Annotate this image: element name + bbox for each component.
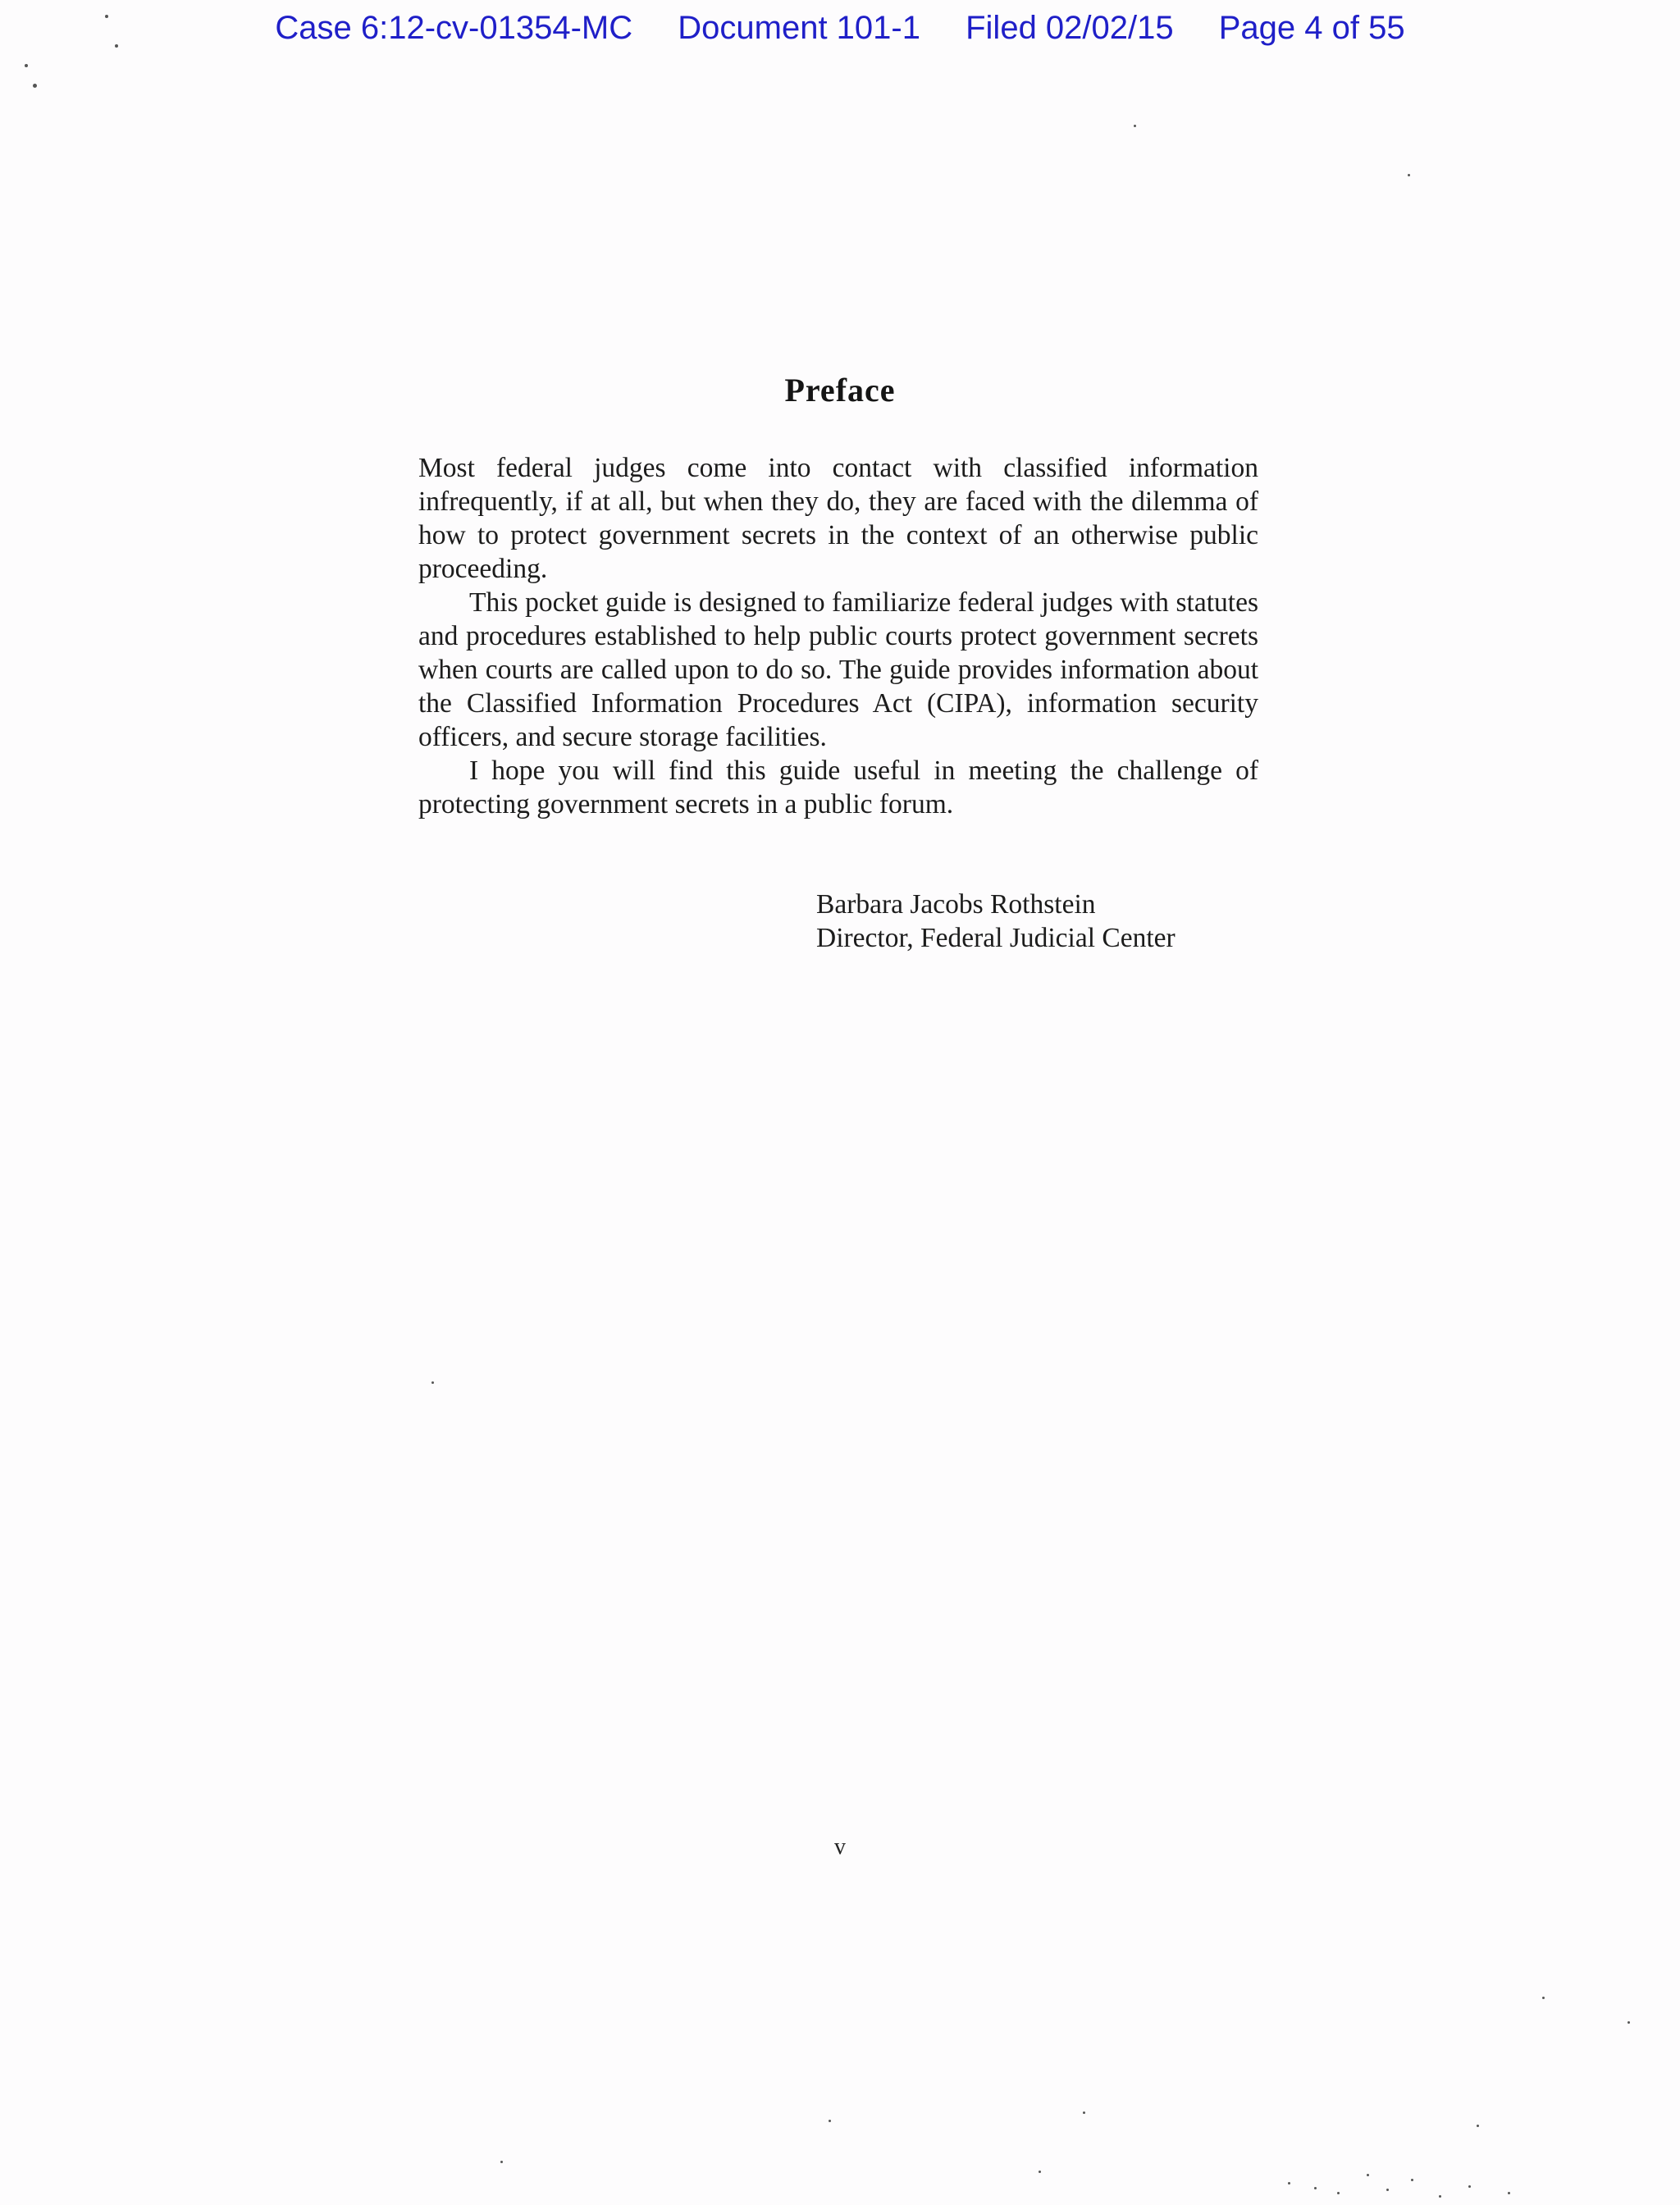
speck bbox=[1314, 2187, 1317, 2189]
speck bbox=[500, 2161, 503, 2163]
page-number: v bbox=[834, 1834, 846, 1860]
speck bbox=[1288, 2182, 1290, 2184]
speck bbox=[1411, 2179, 1413, 2181]
speck bbox=[1386, 2189, 1389, 2191]
paragraph-1: Most federal judges come into contact with classified information infrequently, if at all, but when they do, they are faced with the dilemma of how to protect government secrets in the context of an otherwise public proceeding. bbox=[418, 453, 1258, 584]
speck bbox=[105, 15, 108, 18]
speck bbox=[25, 64, 28, 67]
case-number: Case 6:12-cv-01354-MC bbox=[275, 10, 633, 46]
speck bbox=[1468, 2185, 1471, 2188]
speck bbox=[1337, 2192, 1340, 2194]
speck bbox=[33, 84, 37, 88]
signatory-name: Barbara Jacobs Rothstein bbox=[816, 889, 1096, 920]
court-filing-stamp bbox=[0, 10, 1680, 47]
paragraph-3: I hope you will find this guide useful in meeting the challenge of protecting government secrets in a public forum. bbox=[418, 756, 1258, 819]
speck bbox=[1408, 174, 1410, 176]
speck bbox=[1134, 125, 1136, 127]
speck bbox=[1039, 2171, 1041, 2173]
signatory-title: Director, Federal Judicial Center bbox=[816, 923, 1176, 953]
page-count: Page 4 of 55 bbox=[1218, 10, 1405, 46]
signature-block bbox=[816, 888, 1176, 955]
speck bbox=[829, 2120, 831, 2122]
document-number: Document 101-1 bbox=[678, 10, 920, 46]
speck bbox=[1628, 2021, 1630, 2024]
speck bbox=[1542, 1997, 1545, 1999]
speck bbox=[1508, 2192, 1510, 2194]
speck bbox=[1367, 2174, 1369, 2176]
speck bbox=[431, 1381, 434, 1384]
preface-body bbox=[418, 451, 1258, 821]
speck bbox=[1083, 2111, 1085, 2114]
paragraph-2: This pocket guide is designed to familiarize federal judges with statutes and procedures established to help public courts protect government secrets when courts are called upon to do so. The guide provides information about the Classified Information Procedures Act (CIPA), information security officers, and secure storage facilities. bbox=[418, 587, 1258, 752]
speck bbox=[1439, 2195, 1441, 2198]
speck bbox=[1477, 2125, 1479, 2127]
speck bbox=[115, 44, 118, 48]
filed-date: Filed 02/02/15 bbox=[966, 10, 1174, 46]
page-title: Preface bbox=[784, 372, 896, 409]
